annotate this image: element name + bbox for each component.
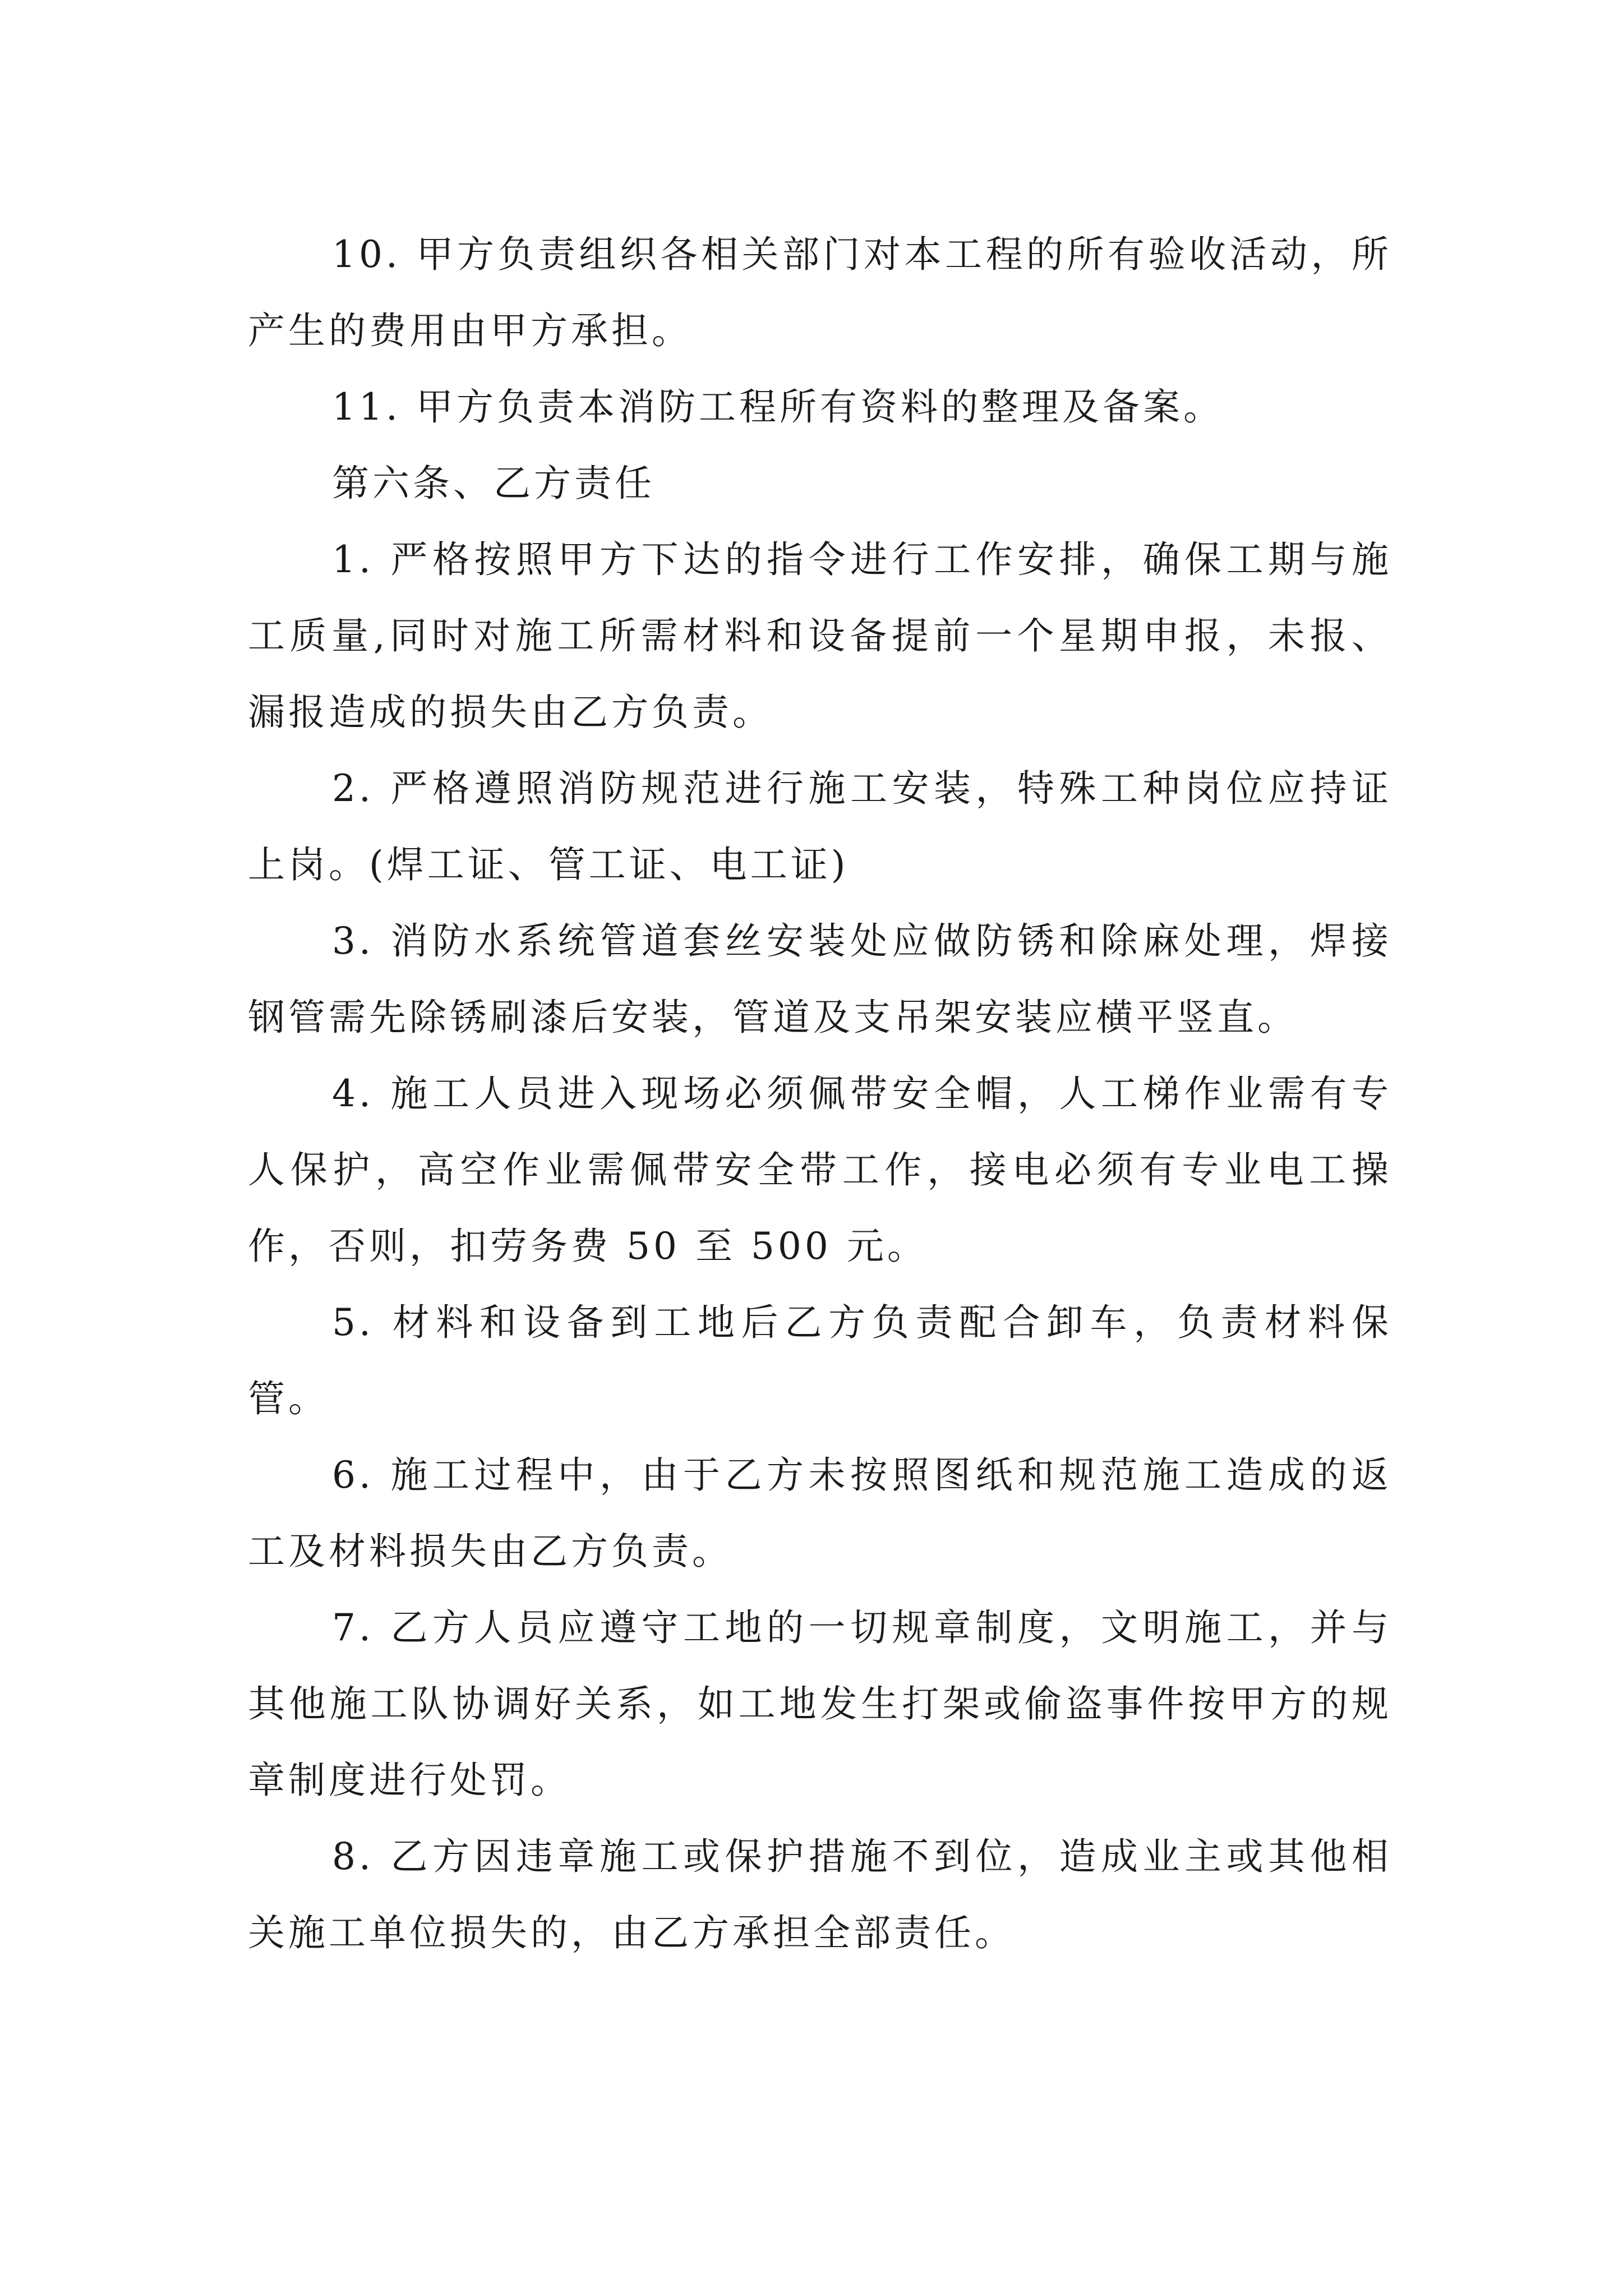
paragraph-clause-10: 10. 甲方负责组织各相关部门对本工程的所有验收活动，所产生的费用由甲方承担。 (248, 233, 1392, 352)
paragraph-item-4: 4. 施工人员进入现场必须佩带安全帽，人工梯作业需有专人保护，高空作业需佩带安全带工作，接电必须有专业电工操作，否则，扣劳务费 50 至 500 元。 (248, 1072, 1392, 1268)
paragraph-item-3: 3. 消防水系统管道套丝安装处应做防锈和除麻处理，焊接钢管需先除锈刷漆后安装，管道及支吊架安装应横平竖直。 (248, 919, 1392, 1039)
document-body (248, 217, 1392, 1971)
section-heading-article-6: 第六条、乙方责任 (332, 462, 655, 505)
paragraph-item-1: 1. 严格按照甲方下达的指令进行工作安排，确保工期与施工质量,同时对施工所需材料和设备提前一个星期申报，未报、漏报造成的损失由乙方负责。 (248, 538, 1392, 734)
paragraph-item-2: 2. 严格遵照消防规范进行施工安装，特殊工种岗位应持证上岗。(焊工证、管工证、电工证) (248, 767, 1392, 886)
paragraph-item-6: 6. 施工过程中，由于乙方未按照图纸和规范施工造成的返工及材料损失由乙方负责。 (248, 1453, 1392, 1573)
paragraph-item-5: 5. 材料和设备到工地后乙方负责配合卸车，负责材料保管。 (248, 1301, 1392, 1420)
paragraph-clause-11: 11. 甲方负责本消防工程所有资料的整理及备案。 (332, 385, 1224, 429)
paragraph-item-8: 8. 乙方因违章施工或保护措施不到位，造成业主或其他相关施工单位损失的，由乙方承担全部责任。 (248, 1835, 1392, 1954)
paragraph-item-7: 7. 乙方人员应遵守工地的一切规章制度，文明施工，并与其他施工队协调好关系，如工地发生打架或偷盗事件按甲方的规章制度进行处罚。 (248, 1606, 1392, 1802)
